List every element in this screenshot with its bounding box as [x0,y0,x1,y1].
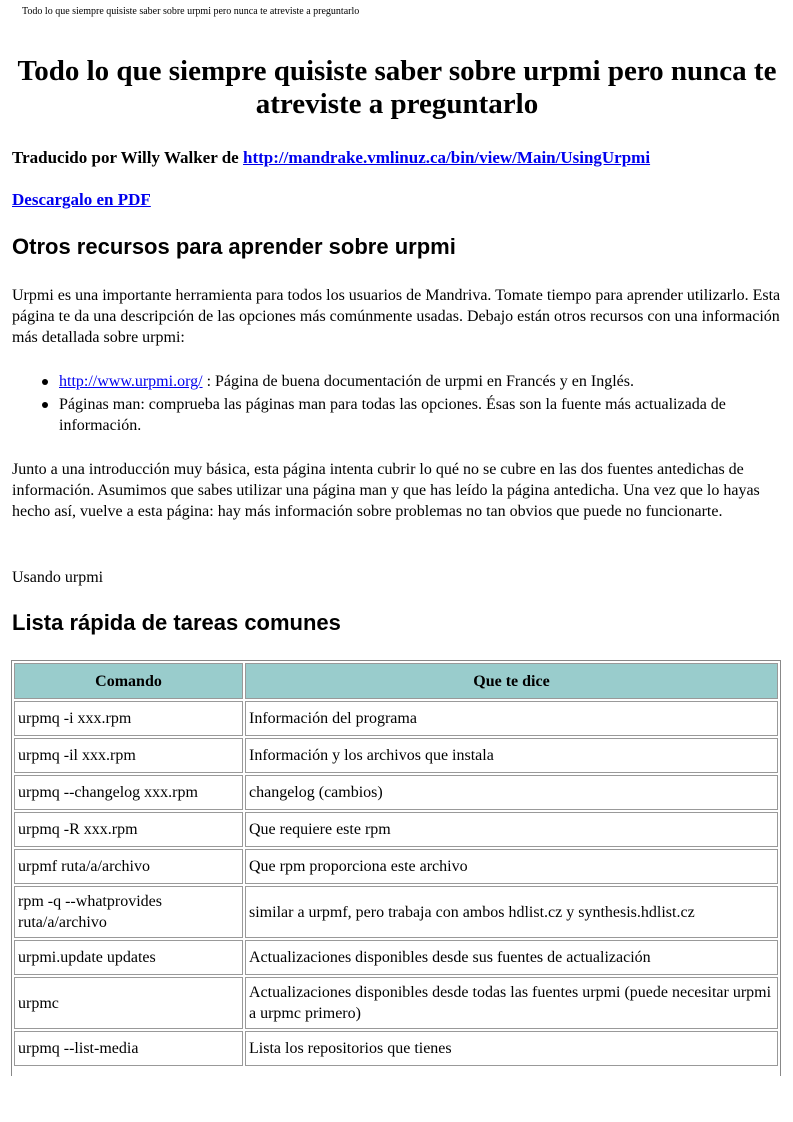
source-link[interactable]: http://mandrake.vmlinuz.ca/bin/view/Main/UsingUrpmi [242,148,651,167]
command-cell: urpmc [14,977,243,1029]
description-cell: Que requiere este rpm [245,812,778,847]
table-header-command: Comando [14,663,243,699]
section-heading-resources: Otros recursos para aprender sobre urpmi [12,234,456,259]
table-row [14,812,778,847]
page-title: Todo lo que siempre quisiste saber sobre urpmi pero nunca te atreviste a preguntarlo [17,55,777,120]
bullet-icon [42,402,48,408]
list-item-text: : Página de buena documentación de urpmi en Francés y en Inglés. [202,373,634,390]
command-cell: urpmf ruta/a/archivo [14,849,243,884]
table-row [14,701,778,736]
table-header-description: Que te dice [245,663,778,699]
table-row [14,1031,778,1066]
translated-by-prefix: Traducido por Willy Walker de [12,148,243,167]
table-row [14,886,778,938]
table-row [14,977,778,1029]
table-row [14,738,778,773]
description-cell: Actualizaciones disponibles desde todas las fuentes urpmi (puede necesitar urpmi a urpmc primero) [245,977,778,1029]
description-cell: Actualizaciones disponibles desde sus fuentes de actualización [245,940,778,975]
list-item [12,371,782,392]
bullet-icon [42,379,48,385]
command-cell: urpmq --changelog xxx.rpm [14,775,243,810]
download-pdf [12,190,151,210]
table-row [14,849,778,884]
body-paragraph: Junto a una introducción muy básica, esta página intenta cubrir lo qué no se cubre en las dos fuentes antedichas de información. Asumimos que sabes utilizar una página man y que has leído la página antedicha. Una vez que lo hayas hecho así, vuelve a esta página: hay más información sobre problemas no tan obvios que puede no funcionarte. [12,461,760,520]
command-cell: urpmi.update updates [14,940,243,975]
table-row [14,940,778,975]
translated-by-line [12,148,650,168]
command-cell: urpmq -R xxx.rpm [14,812,243,847]
description-cell: Información del programa [245,701,778,736]
description-cell: Información y los archivos que instala [245,738,778,773]
table-row [14,775,778,810]
running-header: Todo lo que siempre quisiste saber sobre urpmi pero nunca te atreviste a preguntarlo [22,6,360,17]
command-cell: urpmq -il xxx.rpm [14,738,243,773]
command-cell: rpm -q --whatprovides ruta/a/archivo [14,886,243,938]
list-item [12,394,782,436]
description-cell: similar a urpmf, pero trabaja con ambos hdlist.cz y synthesis.hdlist.cz [245,886,778,938]
section-heading-common-tasks: Lista rápida de tareas comunes [12,610,341,635]
description-cell: changelog (cambios) [245,775,778,810]
download-pdf-link[interactable]: Descargalo en PDF [12,190,151,209]
command-cell: urpmq --list-media [14,1031,243,1066]
description-cell: Lista los repositorios que tienes [245,1031,778,1066]
commands-table [12,661,780,1068]
intro-paragraph: Urpmi es una importante herramienta para todos los usuarios de Mandriva. Tomate tiempo para aprender utilizarlo. Esta página te da una descripción de las opciones más comúnmente usadas. Debajo están otros recursos con una información más detallada sobre urpmi: [12,287,781,346]
list-item-text: Páginas man: comprueba las páginas man para todas las opciones. Ésas son la fuente más actualizada de información. [59,396,726,434]
using-urpmi-text: Usando urpmi [12,569,104,586]
resources-list [12,371,782,438]
urpmi-org-link[interactable]: http://www.urpmi.org/ [59,373,203,390]
description-cell: Que rpm proporciona este archivo [245,849,778,884]
commands-table-container [11,660,781,1076]
command-cell: urpmq -i xxx.rpm [14,701,243,736]
